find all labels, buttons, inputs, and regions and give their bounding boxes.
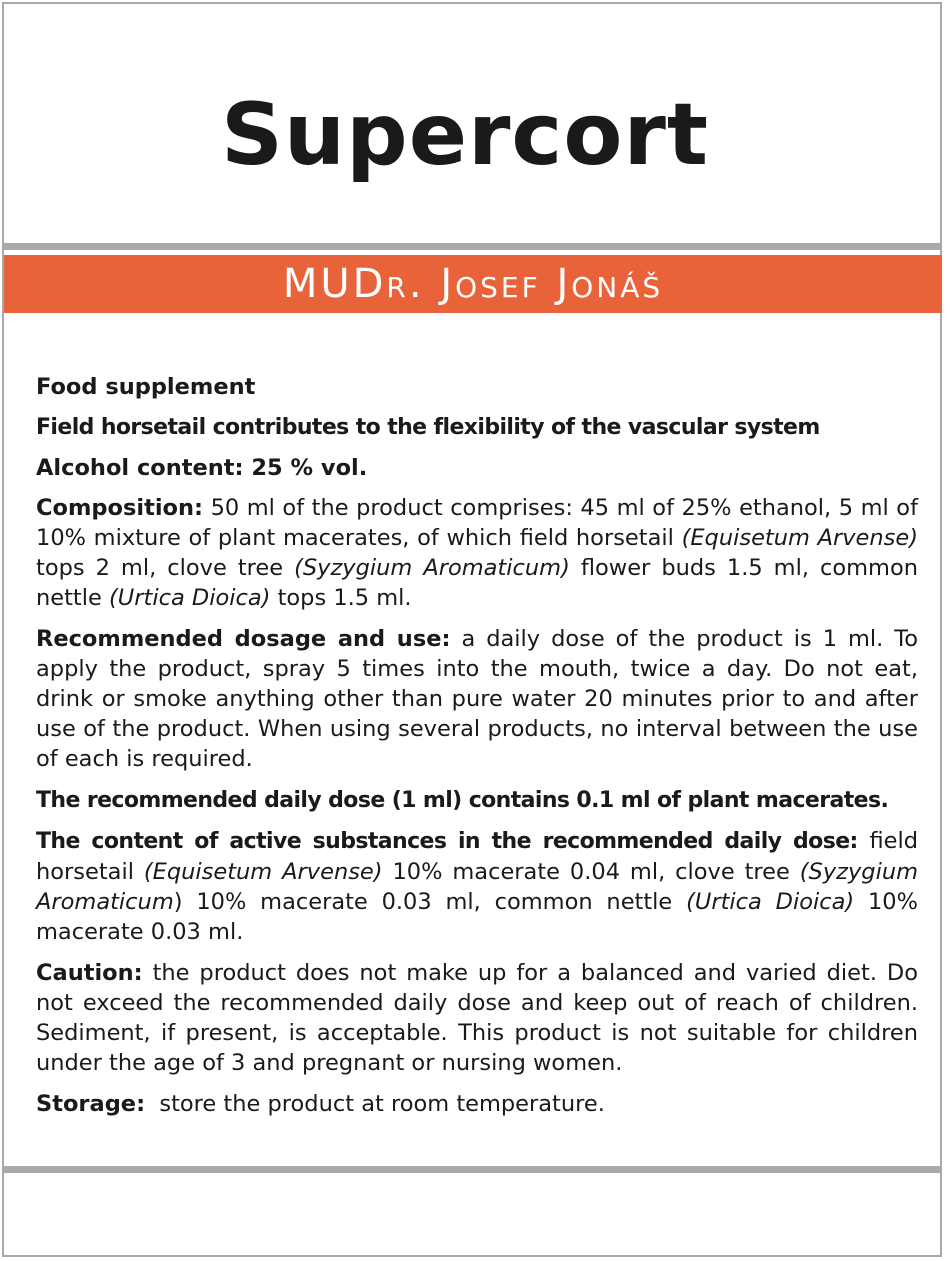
caution-paragraph bbox=[36, 958, 918, 1078]
composition-paragraph bbox=[36, 493, 918, 613]
dosage-paragraph bbox=[36, 624, 918, 774]
active-text-4: 10% macerate 0.03 ml. bbox=[36, 889, 918, 945]
daily-dose-text: The recommended daily dose (1 ml) contains 0.1 ml of plant macerates. bbox=[36, 788, 889, 813]
food-supplement-line bbox=[36, 372, 918, 402]
active-text-1: field horsetail bbox=[36, 828, 918, 885]
active-label: The content of active substances in the recommended daily dose: bbox=[36, 829, 858, 854]
active-substances-paragraph bbox=[36, 826, 918, 947]
active-latin-3: (Urtica Dioica) bbox=[686, 889, 855, 915]
claim-text: Field horsetail contributes to the flexibility of the vascular system bbox=[36, 415, 820, 440]
brand-name: MUDr. Josef Jonáš bbox=[282, 261, 664, 307]
active-text-3: ) 10% macerate 0.03 ml, common nettle bbox=[173, 889, 687, 915]
composition-text-3: flower buds 1.5 ml, common nettle bbox=[36, 555, 918, 611]
food-supplement-text: Food supplement bbox=[36, 374, 256, 400]
composition-label: Composition: bbox=[36, 495, 204, 521]
dosage-label: Recommended dosage and use: bbox=[36, 626, 451, 652]
top-divider bbox=[4, 243, 942, 250]
caution-label: Caution: bbox=[36, 960, 143, 986]
caution-text: the product does not make up for a balanced and varied diet. Do not exceed the recommended daily dose and keep out of reach of children. Sediment, if present, is acceptable. This product is not suitable for children under the age of 3 and pregnant or nursing women. bbox=[36, 960, 918, 1076]
alcohol-text: Alcohol content: 25 % vol. bbox=[36, 455, 368, 481]
active-latin-2: (Syzygium Aromaticum bbox=[36, 859, 918, 915]
composition-text-2: tops 2 ml, clove tree bbox=[36, 555, 295, 581]
composition-latin-1: (Equisetum Arvense) bbox=[681, 525, 918, 551]
composition-text-1: 50 ml of the product comprises: 45 ml of 25% ethanol, 5 ml of 10% mixture of plant macerates, of which field horsetail bbox=[36, 495, 918, 551]
composition-latin-2: (Syzygium Aromaticum) bbox=[294, 555, 570, 581]
storage-label: Storage: bbox=[36, 1091, 146, 1117]
storage-text: store the product at room temperature. bbox=[145, 1091, 605, 1117]
bottom-divider bbox=[4, 1166, 942, 1173]
product-title: Supercort bbox=[220, 85, 710, 185]
daily-dose-line bbox=[36, 785, 918, 816]
active-text-2: 10% macerate 0.04 ml, clove tree bbox=[382, 859, 800, 885]
storage-paragraph bbox=[36, 1089, 918, 1119]
brand-banner bbox=[4, 255, 942, 313]
alcohol-line bbox=[36, 453, 918, 483]
label-content bbox=[36, 372, 918, 1130]
composition-latin-3: (Urtica Dioica) bbox=[109, 585, 271, 611]
active-latin-1: (Equisetum Arvense) bbox=[143, 859, 383, 885]
dosage-text: a daily dose of the product is 1 ml. To apply the product, spray 5 times into the mouth, twice a day. Do not eat, drink or smoke anything other than pure water 20 minutes prior to and after use of the product. When using several products, no interval between the use of each is required. bbox=[36, 626, 918, 772]
claim-line bbox=[36, 412, 918, 443]
composition-text-4: tops 1.5 ml. bbox=[270, 585, 412, 611]
